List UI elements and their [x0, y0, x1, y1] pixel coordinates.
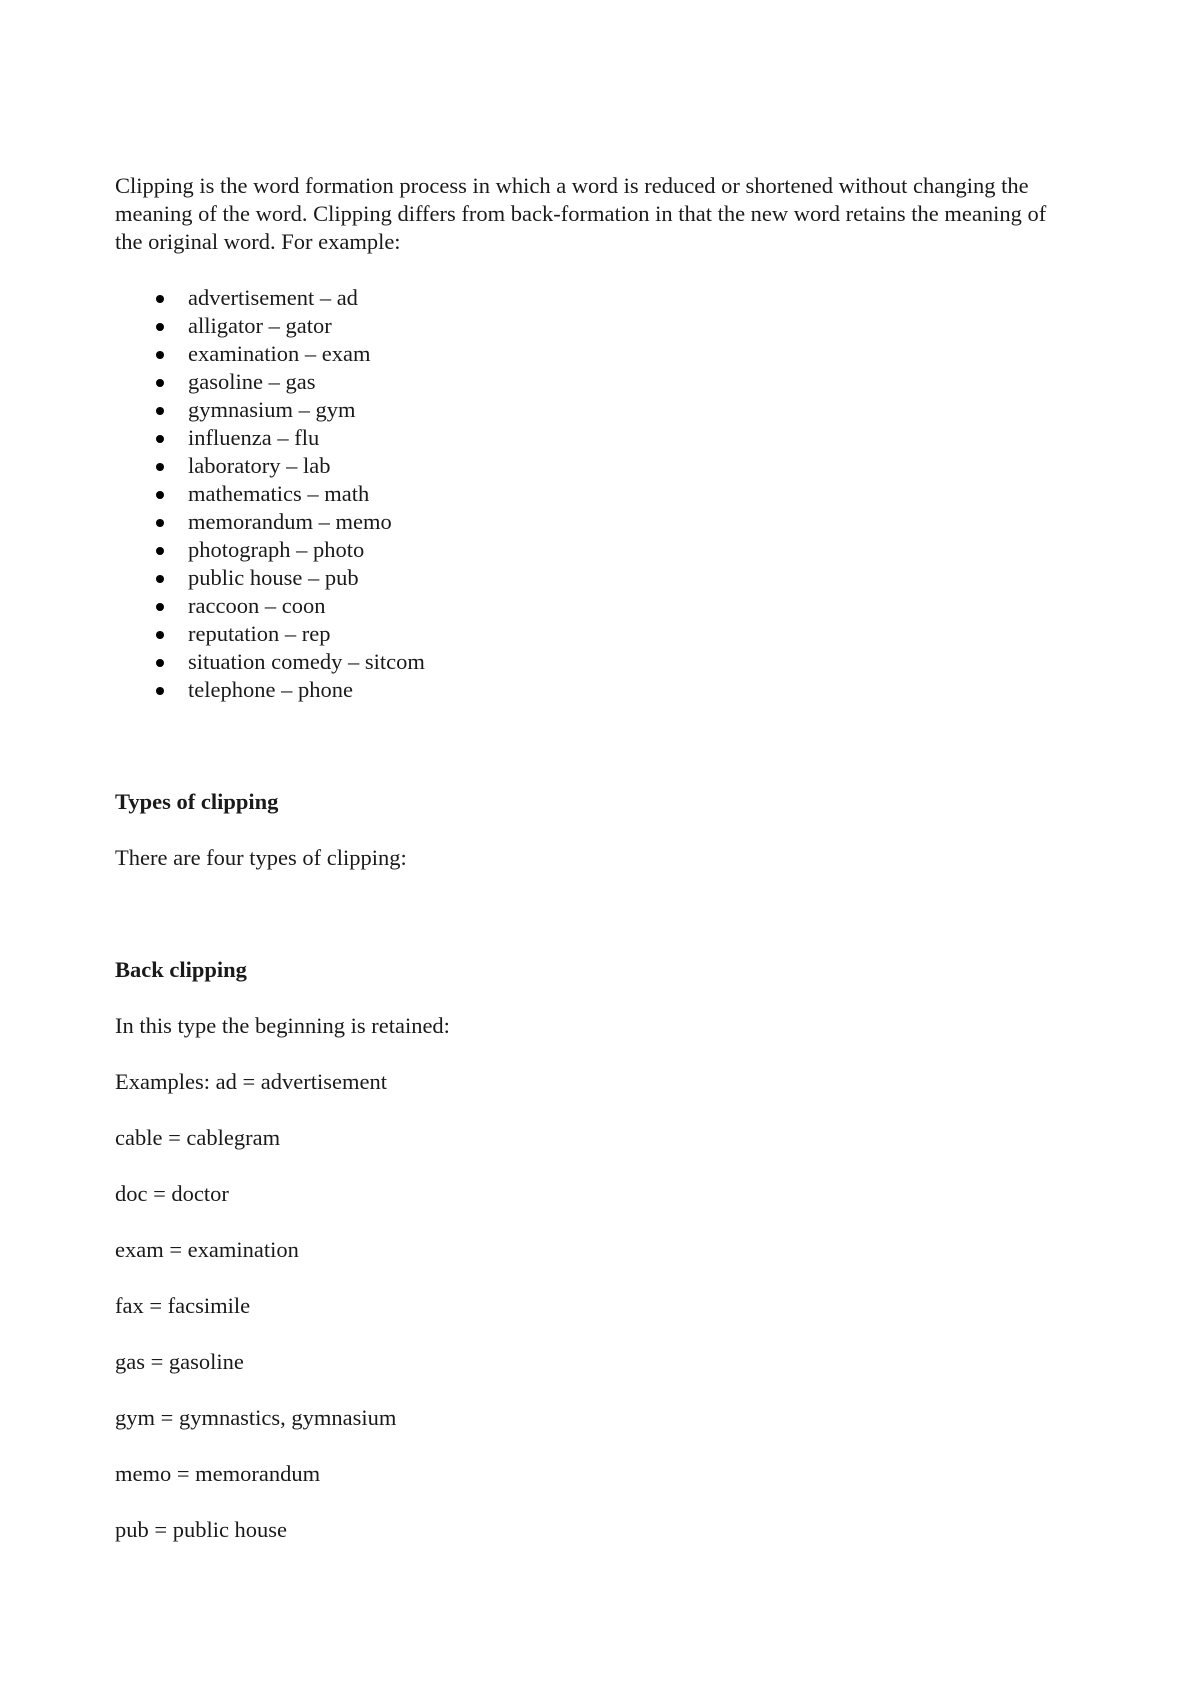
back-clipping-example: fax = facsimile: [115, 1293, 251, 1318]
bullet-icon: [156, 631, 164, 639]
bullet-icon: [156, 351, 164, 359]
back-clipping-heading: Back clipping: [115, 957, 247, 982]
bullet-icon: [156, 435, 164, 443]
back-clipping-example: gas = gasoline: [115, 1349, 244, 1374]
list-item: photograph – photo: [115, 536, 1075, 564]
list-item: mathematics – math: [115, 480, 1075, 508]
types-of-clipping-heading: Types of clipping: [115, 789, 279, 814]
list-item: telephone – phone: [115, 676, 1075, 704]
clipping-examples-list: [115, 284, 1075, 704]
bullet-icon: [156, 547, 164, 555]
bullet-icon: [156, 407, 164, 415]
bullet-icon: [156, 575, 164, 583]
back-clipping-example: gym = gymnastics, gymnasium: [115, 1405, 397, 1430]
list-item: reputation – rep: [115, 620, 1075, 648]
list-item: advertisement – ad: [115, 284, 1075, 312]
back-clipping-intro: In this type the beginning is retained:: [115, 1013, 450, 1038]
types-of-clipping-text: There are four types of clipping:: [115, 845, 407, 870]
list-item: gasoline – gas: [115, 368, 1075, 396]
list-item: influenza – flu: [115, 424, 1075, 452]
list-item: examination – exam: [115, 340, 1075, 368]
intro-paragraph: Clipping is the word formation process in which a word is reduced or shortened without changing the meaning of the word. Clipping differs from back-formation in that the new word retains the meaning of the original word. For example:: [115, 173, 1047, 254]
document-page: [115, 172, 1075, 1544]
list-item: memorandum – memo: [115, 508, 1075, 536]
bullet-icon: [156, 687, 164, 695]
bullet-icon: [156, 519, 164, 527]
back-clipping-example: pub = public house: [115, 1517, 288, 1542]
back-clipping-example: doc = doctor: [115, 1181, 229, 1206]
bullet-icon: [156, 379, 164, 387]
bullet-icon: [156, 323, 164, 331]
bullet-icon: [156, 659, 164, 667]
bullet-icon: [156, 491, 164, 499]
back-clipping-example: cable = cablegram: [115, 1125, 281, 1150]
back-clipping-example: Examples: ad = advertisement: [115, 1069, 387, 1094]
bullet-icon: [156, 463, 164, 471]
back-clipping-example: memo = memorandum: [115, 1461, 321, 1486]
back-clipping-example: exam = examination: [115, 1237, 299, 1262]
list-item: laboratory – lab: [115, 452, 1075, 480]
list-item: alligator – gator: [115, 312, 1075, 340]
bullet-icon: [156, 295, 164, 303]
list-item: situation comedy – sitcom: [115, 648, 1075, 676]
list-item: raccoon – coon: [115, 592, 1075, 620]
list-item: gymnasium – gym: [115, 396, 1075, 424]
list-item: public house – pub: [115, 564, 1075, 592]
bullet-icon: [156, 603, 164, 611]
